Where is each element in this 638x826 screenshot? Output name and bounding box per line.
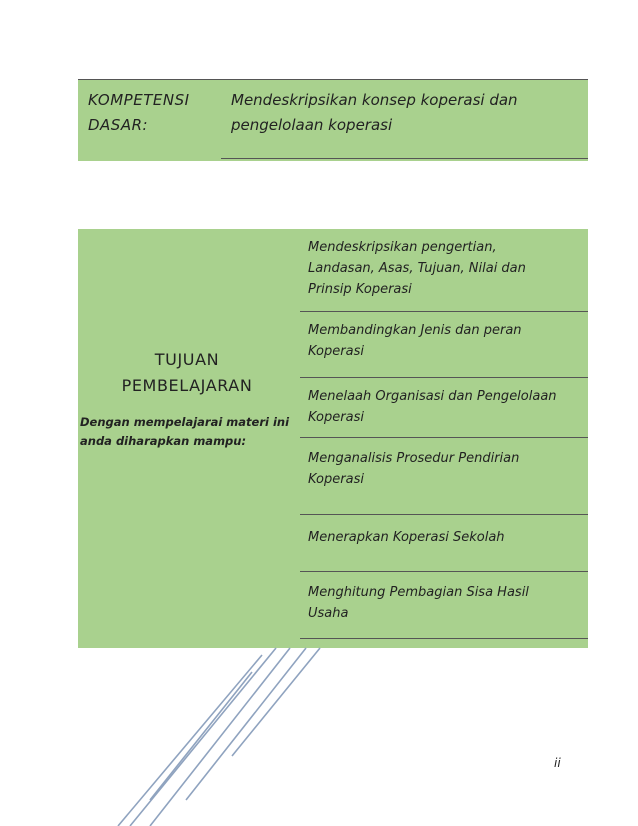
deco-line [150,648,290,826]
tujuan-item-line: Menganalisis Prosedur Pendirian [308,451,520,466]
tujuan-title-line-1: TUJUAN [154,350,220,369]
kompetensi-text-line-2: pengelolaan koperasi [231,116,393,134]
tujuan-item-line: Membandingkan Jenis dan peran [308,323,522,338]
tujuan-item-line: Menerapkan Koperasi Sekolah [308,530,505,545]
tujuan-item-line: Mendeskripsikan pengertian, [308,240,497,255]
deco-line [130,648,276,826]
deco-line [118,655,262,826]
kompetensi-label-line-2: DASAR: [88,116,149,134]
tujuan-subtitle-line-2: anda diharapkan mampu: [80,434,247,448]
tujuan-item-line: Landasan, Asas, Tujuan, Nilai dan [308,261,526,276]
tujuan-item-line: Menghitung Pembagian Sisa Hasil [308,585,529,600]
deco-line [232,648,320,756]
tujuan-item-line: Koperasi [308,410,364,425]
tujuan-item-line: Menelaah Organisasi dan Pengelolaan [308,389,557,404]
page-number: ii [554,756,561,770]
tujuan-subtitle-line-1: Dengan mempelajarai materi ini [80,415,290,429]
tujuan-title-line-2: PEMBELAJARAN [121,376,253,395]
tujuan-item-line: Prinsip Koperasi [308,282,412,297]
kompetensi-label-line-1: KOMPETENSI [88,91,190,109]
tujuan-item-line: Koperasi [308,472,364,487]
kompetensi-text-line-1: Mendeskripsikan konsep koperasi dan [231,91,518,109]
tujuan-item-line: Koperasi [308,344,364,359]
tujuan-item-line: Usaha [308,606,349,621]
